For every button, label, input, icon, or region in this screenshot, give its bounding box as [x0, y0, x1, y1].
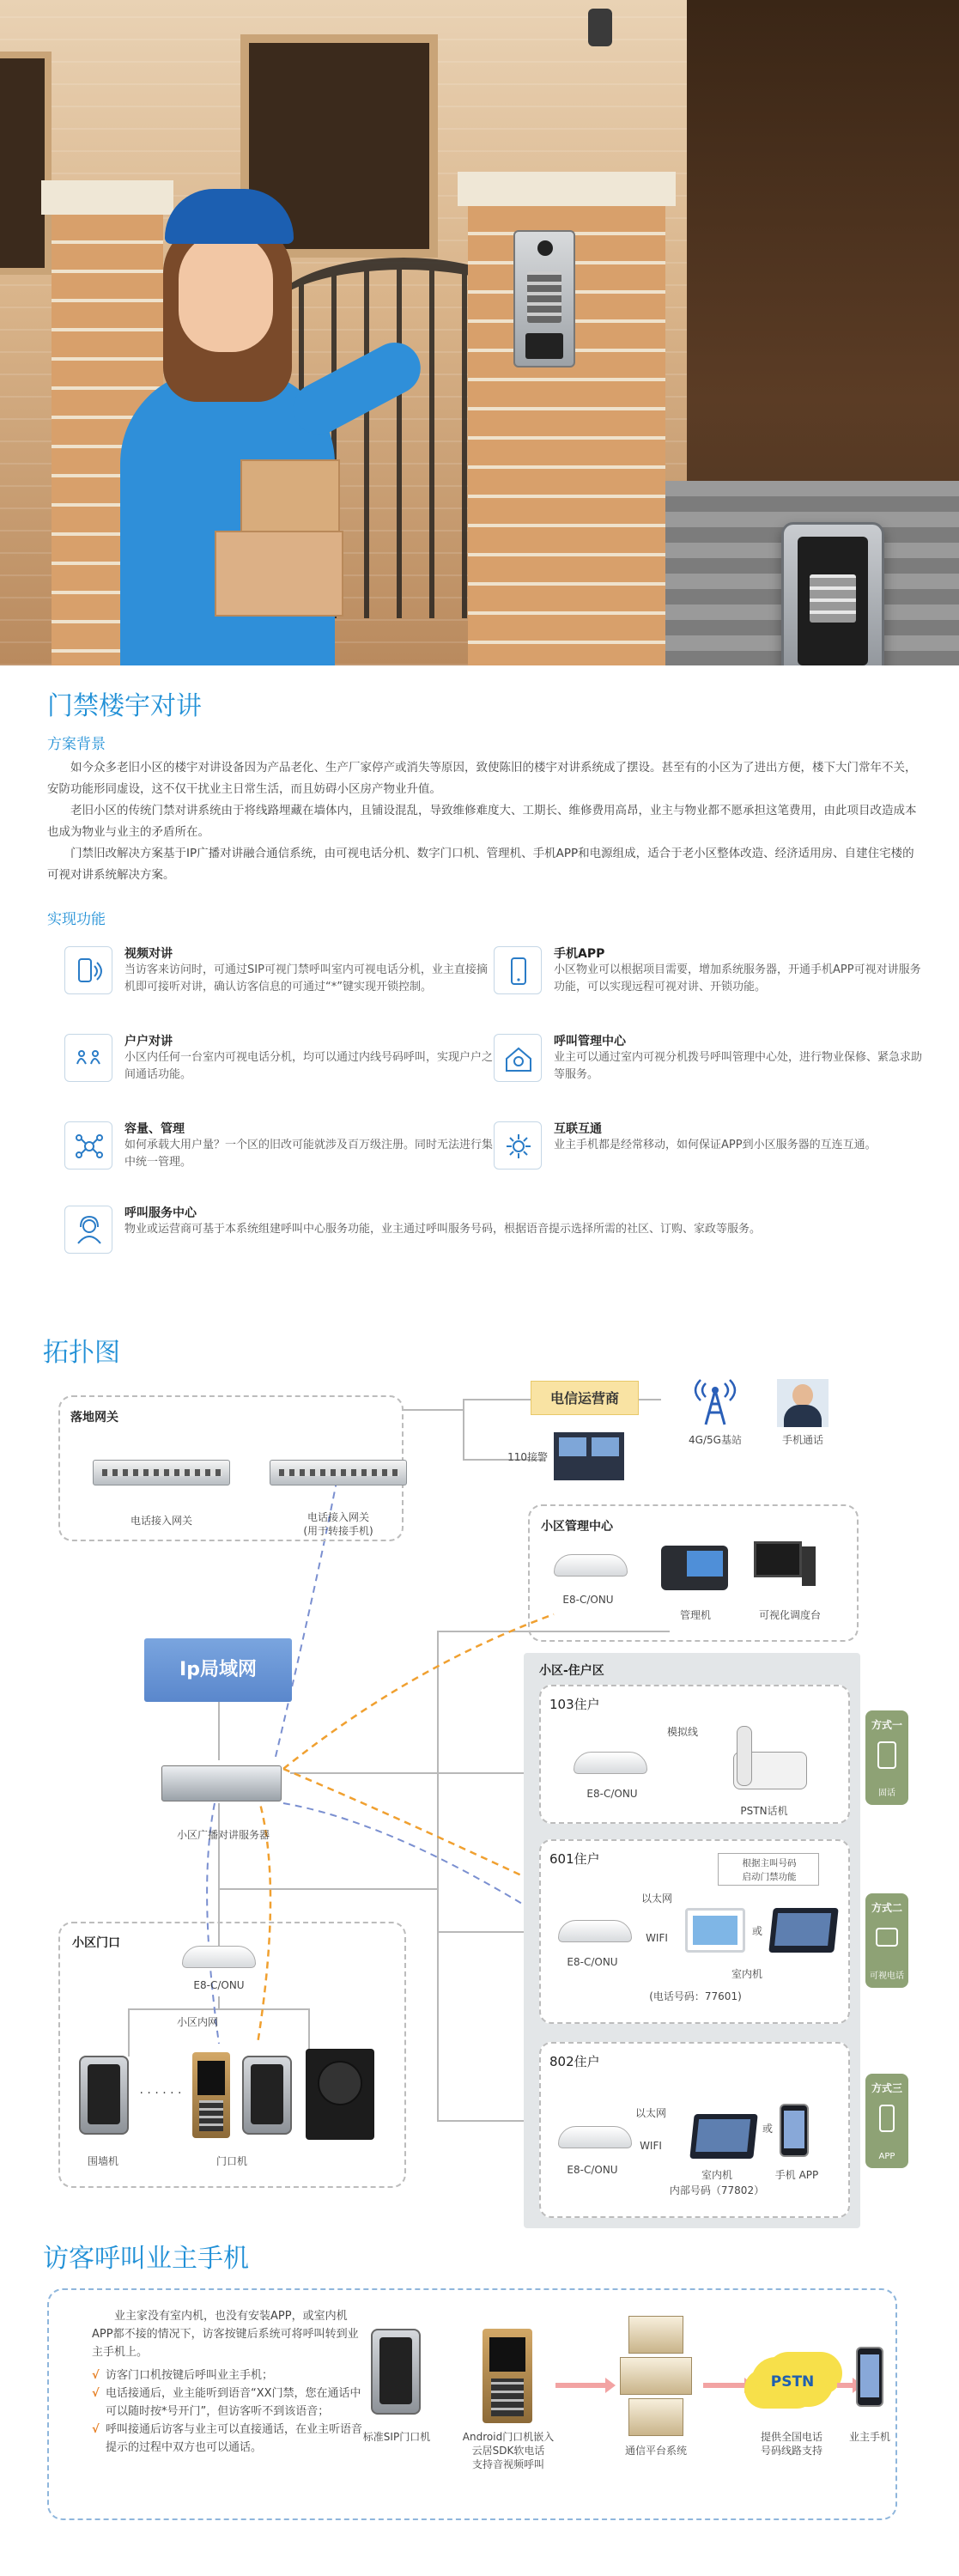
ethernet-caption-601: 以太网 [640, 1893, 672, 1905]
community-gate-label: 小区门口 [72, 1936, 120, 1950]
wifi-caption-802: WIFI [640, 2140, 662, 2152]
smartphone-icon [879, 2105, 895, 2132]
section-title-access-intercom: 门禁楼宇对讲 [47, 691, 202, 721]
ip-lan: Ip局域网 [144, 1638, 292, 1702]
alarm-center-photo [554, 1432, 624, 1480]
telecom-operator: 电信运营商 [531, 1381, 639, 1415]
feature-title: 户户对讲 [124, 1035, 173, 1048]
mobile-app-icon [494, 946, 542, 994]
door-machine-caption: 门口机 [215, 2155, 247, 2167]
feature-desc: 小区内任何一台室内可视电话分机，均可以通过内线号码呼叫，实现户户之间通话功能。 [124, 1051, 494, 1081]
platform-caption: 通信平台系统 [624, 2445, 687, 2457]
indoor-caption-802: 室内机 [701, 2169, 732, 2181]
mobile-user-photo [777, 1379, 829, 1427]
room-802-label: 802住户 [549, 2054, 600, 2069]
mode-3-sub: APP [878, 2152, 895, 2161]
android-caption-1: Android门口机嵌入 [462, 2431, 555, 2443]
feature-title: 手机APP [554, 947, 605, 961]
mode-3-tag [865, 2074, 908, 2168]
residential-label: 小区-住户区 [539, 1664, 604, 1678]
mode-1-sub: 固话 [878, 1789, 895, 1798]
android-door-machine [483, 2329, 532, 2423]
phone-gateway-2 [270, 1460, 407, 1485]
heading-background: 方案背景 [47, 736, 106, 753]
management-machine [661, 1546, 728, 1590]
gateway2-caption-sub: (用于转接手机) [303, 1525, 373, 1537]
sip-door-machine [371, 2329, 421, 2415]
door-machine-sip [242, 2056, 292, 2135]
wall-machine-caption: 围墙机 [87, 2155, 118, 2167]
ethernet-caption-802: 以太网 [634, 2107, 666, 2119]
phone-gateway-1 [93, 1460, 230, 1485]
or-caption-601: 或 [751, 1925, 762, 1937]
section-title-topology: 拓扑图 [43, 1338, 120, 1368]
window-left [0, 52, 52, 275]
pstn-phone [728, 1726, 810, 1791]
owner-phone-caption: 业主手机 [848, 2431, 890, 2443]
interconnect-icon [494, 1121, 542, 1170]
speaker-device [306, 2049, 374, 2140]
pstn-caption-1: 提供全国电话 [760, 2431, 822, 2443]
onu-caption: E8-C/ONU [562, 1594, 614, 1606]
feature-service-center [64, 1204, 923, 1273]
feature-desc: 当访客来访问时，可通过SIP可视门禁呼叫室内可视电话分机，业主直接摘机即可接听对讲，确认访客信息的可通过“*”键实现开锁控制。 [124, 963, 488, 993]
room-601-label: 601住户 [549, 1851, 600, 1867]
phone-number-601: (电话号码：77601) [649, 1990, 742, 2002]
door-machine-android [192, 2052, 230, 2138]
pstn-cloud: PSTN [751, 2357, 834, 2407]
feature-title: 互联互通 [554, 1122, 602, 1136]
feature-interconnect [494, 1120, 923, 1188]
dispatch-console [754, 1541, 816, 1589]
feature-desc: 物业或运营商可基于本系统组建呼叫中心服务功能，业主通过呼叫服务号码，根据语音提示选择所需的社区、订购、家政等服务。 [124, 1223, 762, 1236]
video-phone-icon [876, 1928, 898, 1947]
server-caption: 小区广播对讲服务器 [176, 1829, 270, 1841]
call-owner-box [47, 2288, 897, 2520]
heading-features: 实现功能 [47, 911, 106, 928]
onu-gate-caption: E8-C/ONU [193, 1979, 245, 1991]
indoor-unit-802 [689, 2114, 757, 2159]
feature-video-intercom [64, 945, 494, 1013]
broadcast-intercom-server [161, 1765, 282, 1801]
feature-desc: 业主可以通过室内可视分机拨号呼叫管理中心处，进行物业保修、紧急求助等服务。 [554, 1051, 923, 1081]
wifi-router-802 [558, 2126, 632, 2148]
feature-call-center [494, 1032, 923, 1101]
management-machine-caption: 管理机 [679, 1609, 711, 1621]
mode-2-tag [865, 1893, 908, 1988]
base-station-icon [694, 1378, 737, 1426]
delivery-woman [112, 189, 343, 665]
background-para-2: 老旧小区的传统门禁对讲系统由于将线路埋藏在墙体内，且铺设混乱，导致维修难度大、工期长、维修费用高昂，业主与物业都不愿承担这笔费用，由此项目改造成本也成为物业与业主的矛盾所在。 [47, 804, 917, 839]
background-para-1: 如今众多老旧小区的楼宇对讲设备因为产品老化、生产厂家停产或消失等原因，致使陈旧的楼宇对讲系统成了摆设。甚至有的小区为了进出方便，楼下大门常年不关，安防功能形同虚设，这不仅干扰业主日常生活，而且妨碍小区房产物业升值。 [47, 761, 917, 796]
call-point-3: √ 呼叫接通后访客与业主可以直接通话，在业主听语音提示的过程中双方也可以通话。 [92, 2421, 367, 2457]
onu-103-caption: E8-C/ONU [586, 1788, 638, 1800]
video-intercom-icon [64, 946, 112, 994]
call-intro: 业主家没有室内机，也没有安装APP，或室内机APP都不接的情况下，访客按键后系统可将呼叫转到业主手机上。 [92, 2310, 359, 2359]
indoor-number-802: 内部号码（77802） [669, 2184, 765, 2196]
onu-gate [182, 1946, 256, 1968]
mode-1-title: 方式一 [871, 1719, 902, 1731]
wifi-caption-601: WIFI [646, 1932, 668, 1944]
wall-machine-device [79, 2056, 129, 2135]
onu-103 [574, 1752, 647, 1774]
bubble-line-2: 启动门禁功能 [742, 1872, 797, 1882]
flow-arrow-2 [703, 2383, 746, 2388]
onu-601-caption: E8-C/ONU [567, 1956, 618, 1968]
management-center-label: 小区管理中心 [541, 1520, 613, 1534]
feature-title: 呼叫管理中心 [554, 1035, 626, 1048]
feature-mobile-app [494, 945, 923, 1013]
feature-desc: 小区物业可以根据项目需要，增加系统服务器，开通手机APP可视对讲服务功能，可以实现远程可视对讲、开锁功能。 [554, 963, 921, 993]
phone-app-caption: 手机 APP [774, 2169, 819, 2181]
call-description [92, 2307, 367, 2457]
owner-phone-device [856, 2347, 883, 2407]
door-intercom-on-pillar [513, 230, 575, 368]
analog-line-caption: 模拟线 [666, 1726, 698, 1738]
landline-icon [877, 1741, 896, 1769]
platform-servers [620, 2316, 692, 2436]
feature-title: 容量、管理 [124, 1122, 185, 1136]
flow-arrow-1 [555, 2383, 607, 2388]
feature-title: 视频对讲 [124, 947, 173, 961]
landing-gateway-label: 落地网关 [70, 1411, 118, 1425]
pstn-phone-caption: PSTN话机 [740, 1805, 788, 1817]
call-point-2: √ 电话接通后，业主能听到语音“XX门禁，您在通话中可以随时按*号开门”，但访客听不到该语音； [92, 2385, 367, 2421]
capacity-icon [64, 1121, 112, 1170]
mode-3-title: 方式三 [871, 2082, 902, 2094]
gateway1-caption: 电话接入网关 [130, 1515, 192, 1527]
onu-device [554, 1554, 628, 1577]
mobile-call-caption: 手机通话 [781, 1434, 823, 1446]
indoor-caption-601: 室内机 [731, 1968, 762, 1980]
call-point-1: √ 访客门口机按键后呼叫业主手机； [92, 2366, 367, 2385]
hero-image [0, 0, 959, 665]
intranet-caption: 小区内网 [176, 2016, 218, 2028]
wifi-router-601 [558, 1920, 632, 1942]
background-para-3: 门禁旧改解决方案基于IP广播对讲融合通信系统，由可视电话分机、数字门口机、管理机、手机APP和电源组成，适合于老小区整体改造、经济适用房、自建住宅楼的可视对讲系统解决方案。 [47, 847, 914, 882]
household-call-icon [64, 1034, 112, 1082]
feature-desc: 如何承载大用户量？一个区的旧改可能就涉及百万级注册。同时无法进行集中统一管理。 [124, 1139, 494, 1169]
mode-2-sub: 可视电话 [870, 1971, 904, 1981]
door-function-bubble [718, 1853, 819, 1886]
alarm-caption: 110接警 [507, 1451, 548, 1463]
gateway2-caption: 电话接入网关 [307, 1511, 369, 1523]
android-caption-2: 云居SDK软电话 [471, 2445, 545, 2457]
call-center-icon [494, 1034, 542, 1082]
sip-caption: 标准SIP门口机 [362, 2431, 431, 2443]
flow-arrow-3 [837, 2383, 854, 2388]
onu-802-caption: E8-C/ONU [567, 2164, 618, 2176]
bubble-line-1: 根据主叫号码 [742, 1858, 797, 1868]
base-station-caption: 4G/5G基站 [689, 1434, 742, 1446]
ellipsis: · · · · · · [139, 2087, 182, 2100]
indoor-unit-601 [685, 1908, 745, 1953]
pstn-caption-2: 号码线路支持 [760, 2445, 822, 2457]
section-title-call-owner: 访客呼叫业主手机 [43, 2244, 249, 2274]
android-caption-3: 支持音视频呼叫 [471, 2458, 544, 2470]
mode-2-title: 方式二 [871, 1902, 902, 1914]
tablet-601 [768, 1908, 838, 1953]
phone-app-802 [780, 2104, 809, 2157]
feature-capacity [64, 1120, 494, 1188]
wall-lamp [588, 9, 612, 46]
feature-household-call [64, 1032, 494, 1101]
service-center-icon [64, 1206, 112, 1254]
room-103-label: 103住户 [549, 1697, 600, 1712]
feature-title: 呼叫服务中心 [124, 1206, 197, 1220]
or-caption-802: 或 [762, 2123, 773, 2135]
feature-desc: 业主手机都是经常移动，如何保证APP到小区服务器的互连互通。 [554, 1139, 877, 1151]
door-intercom-product [781, 522, 884, 665]
mode-1-tag [865, 1710, 908, 1805]
dispatch-caption: 可视化调度台 [758, 1609, 821, 1621]
